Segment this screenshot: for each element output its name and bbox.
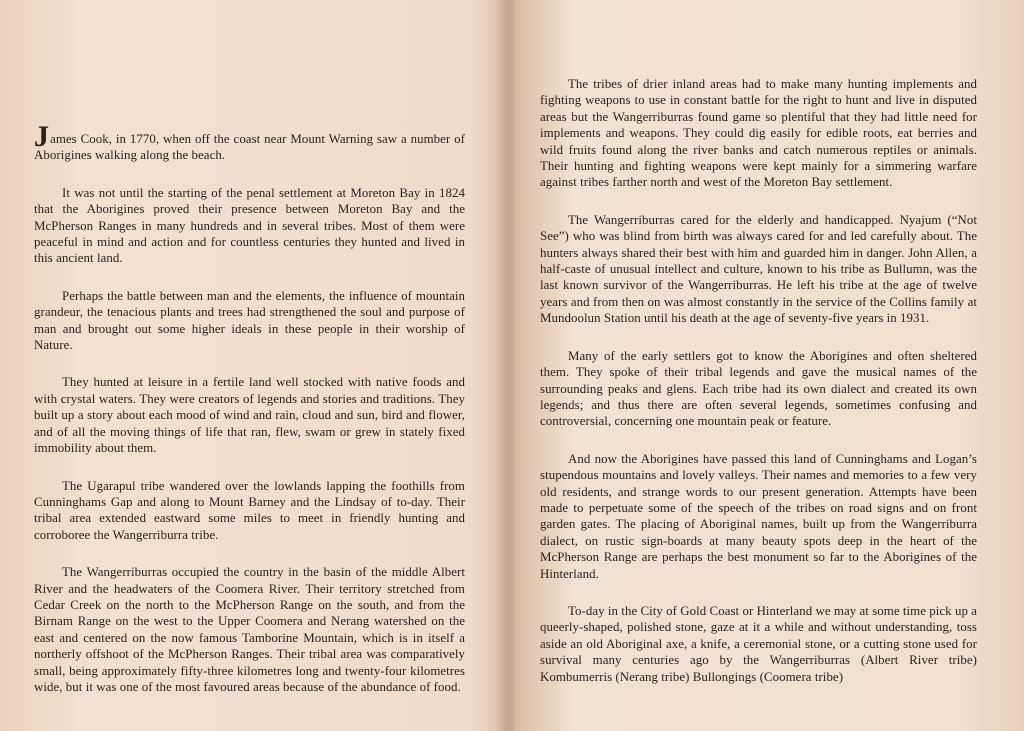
paragraph-1-text: ames Cook, in 1770, when off the coast near Mount Warning saw a number of Aborigines walking along the beach. [34, 132, 465, 163]
drop-cap: J [34, 120, 50, 153]
paragraph-7: The tribes of drier inland areas had to make many hunting implements and fighting weapons to use in constant battle for the right to hunt and live in disputed areas but the Wangerriburras found game so plentiful that they had little need for implements and weapons. They could dig easily for edible roots, eat berries and wild fruits found along the river banks and catch numerous reptiles or animals. Their hunting and fighting weapons were kept mainly for a simmering warfare against tribes farther north and west of the Moreton Bay settlement. [540, 77, 977, 190]
paragraph-2: It was not until the starting of the penal settlement at Moreton Bay in 1824 that the Aborigines proved their presence between Moreton Bay and the McPherson Ranges in many hundreds and in several tribes. Most of them were peaceful in mind and action and for countless centuries they hunted and lived in this ancient land. [34, 185, 465, 266]
paragraph-11: To-day in the City of Gold Coast or Hinterland we may at some time pick up a queerly-shaped, polished stone, gaze at it a while and without understanding, toss aside an old Aboriginal axe, a knife, a ceremonial stone, or a cutting stone used for survival many centuries ago by the Wangerriburras (Albert River tribe) Kombumerris (Nerang tribe) Bullongings (Coomera tribe) [540, 603, 977, 684]
paragraph-5: The Ugarapul tribe wandered over the lowlands lapping the foothills from Cunninghams Gap and along to Mount Barney and the Lindsay of to-day. Their tribal area extended eastward some miles to meet in friendly hunting and corroboree the Wangerriburra tribe. [34, 478, 465, 542]
paragraph-4: They hunted at leisure in a fertile land well stocked with native foods and with crystal waters. They were creators of legends and stories and traditions. They built up a story about each mood of wind and rain, cloud and sun, bird and flower, and of all the moving things of life that ran, flew, swam or grew in stately fixed immobility about them. [34, 375, 465, 456]
paragraph-6: The Wangerriburras occupied the country in the basin of the middle Albert River and the headwaters of the Coomera River. Their territory stretched from Cedar Creek on the north to the McPherson Range on the south, and from the Birnam Range on the west to the Upper Coomera and Nerang watershed on the east and centered on the now famous Tamborine Mountain, which is in itself a northerly offshoot of the McPherson Ranges. Their tribal area was comparatively small, being approximately fifty-three kilometres long and twenty-four kilometres wide, but it was one of the most favoured areas because of the abundance of food. [34, 565, 465, 694]
paragraph-9: Many of the early settlers got to know the Aborigines and often sheltered them. They spoke of their tribal legends and gave the musical names of the surrounding peaks and glens. Each tribe had its own dialect and created its own legends; and thus there are often several legends, sometimes confusing and controversial, concerning one mountain peak or feature. [540, 348, 977, 429]
paragraph-3: Perhaps the battle between man and the elements, the influence of mountain grandeur, the tenacious plants and trees had strengthened the soul and purpose of man and brought out some higher ideals in these people in their worship of Nature. [34, 288, 465, 353]
paragraph-1 [34, 120, 465, 164]
paragraph-8: The Wangerriburras cared for the elderly and handicapped. Nyajum (“Not See”) who was blind from birth was always cared for and led carefully about. The hunters always shared their best with him and guarded him in danger. John Allen, a half-caste of unusual intellect and culture, known to his tribe as Bullumn, was the last known survivor of the Wangerriburras. He left his tribe at the age of twelve years and from then on was almost constantly in the service of the Collins family at Mundoolun Station until his death at the age of seventy-five years in 1931. [540, 212, 977, 326]
left-page [0, 0, 502, 731]
paragraph-10: And now the Aborigines have passed this land of Cunninghams and Logan’s stupendous mountains and lovely valleys. Their names and memories to a few very old residents, and strange words to our present generation. Attempts have been made to perpetuate some of the speech of the tribes on road signs and on front garden gates. The placing of Aboriginal names, built up from the Wangerriburra dialect, on rustic sign-boards at many beauty spots deep in the heart of the McPherson Range are perhaps the best monument so far to the Aborigines of the Hinterland. [540, 451, 977, 581]
right-page [506, 0, 1024, 731]
